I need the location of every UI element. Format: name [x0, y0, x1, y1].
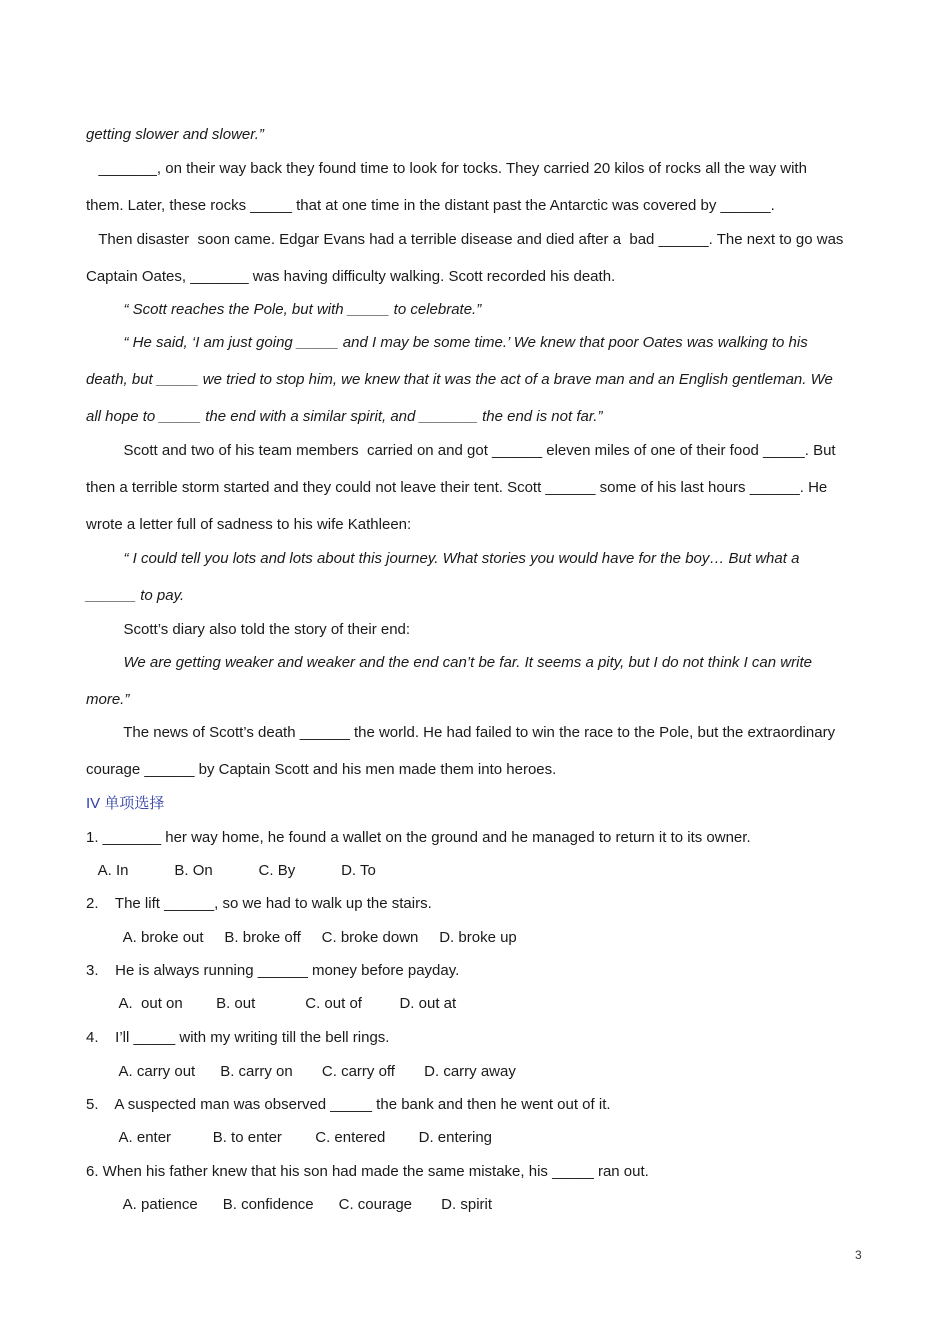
- passage-line: The news of Scott’s death ______ the world. He had failed to win the race to the Pole, but the extraordinary: [86, 724, 836, 741]
- question-5-options: A. enter B. to enter C. entered D. entering: [86, 1129, 493, 1146]
- passage-line: wrote a letter full of sadness to his wife Kathleen:: [86, 516, 412, 533]
- question-4-options: A. carry out B. carry on C. carry off D. carry away: [86, 1063, 516, 1080]
- passage-line: courage ______ by Captain Scott and his men made them into heroes.: [86, 761, 557, 778]
- question-2: 2. The lift ______, so we had to walk up the stairs.: [86, 895, 432, 912]
- passage-line: Then disaster soon came. Edgar Evans had a terrible disease and died after a bad ______. The next to go was: [86, 231, 844, 248]
- passage-line: Scott’s diary also told the story of their end:: [86, 621, 411, 638]
- passage-line: Scott and two of his team members carried on and got ______ eleven miles of one of their food _____. But: [86, 442, 836, 459]
- passage-line: “ He said, ‘I am just going _____ and I may be some time.’ We knew that poor Oates was walking to his: [86, 334, 808, 351]
- passage-line: them. Later, these rocks _____ that at one time in the distant past the Antarctic was covered by ______.: [86, 197, 775, 214]
- question-6-options: A. patience B. confidence C. courage D. spirit: [86, 1196, 493, 1213]
- question-3-options: A. out on B. out C. out of D. out at: [86, 995, 457, 1012]
- passage-line: ______ to pay.: [86, 587, 185, 604]
- question-5: 5. A suspected man was observed _____ the bank and then he went out of it.: [86, 1096, 611, 1113]
- passage-line: getting slower and slower.”: [86, 126, 264, 143]
- passage-line: “ I could tell you lots and lots about this journey. What stories you would have for the boy… But what a: [86, 550, 800, 567]
- passage-line: Captain Oates, _______ was having difficulty walking. Scott recorded his death.: [86, 268, 616, 285]
- question-2-options: A. broke out B. broke off C. broke down D. broke up: [86, 929, 517, 946]
- passage-line: more.”: [86, 691, 130, 708]
- page-number: 3: [855, 1248, 862, 1262]
- section-heading: IV 单项选择: [86, 795, 165, 812]
- passage-line: “ Scott reaches the Pole, but with _____ to celebrate.”: [86, 301, 482, 318]
- question-1-options: A. In B. On C. By D. To: [86, 862, 376, 879]
- passage-line: then a terrible storm started and they could not leave their tent. Scott ______ some of his last hours ______. He: [86, 479, 828, 496]
- passage-line: all hope to _____ the end with a similar spirit, and _______ the end is not far.”: [86, 408, 603, 425]
- question-6: 6. When his father knew that his son had made the same mistake, his _____ ran out.: [86, 1163, 649, 1180]
- passage-line: We are getting weaker and weaker and the end can’t be far. It seems a pity, but I do not think I can write: [86, 654, 812, 671]
- passage-line: death, but _____ we tried to stop him, we knew that it was the act of a brave man and an English gentleman. We: [86, 371, 833, 388]
- question-3: 3. He is always running ______ money before payday.: [86, 962, 460, 979]
- question-1: 1. _______ her way home, he found a wallet on the ground and he managed to return it to its owner.: [86, 829, 751, 846]
- question-4: 4. I’ll _____ with my writing till the bell rings.: [86, 1029, 390, 1046]
- passage-line: _______, on their way back they found time to look for tocks. They carried 20 kilos of rocks all the way with: [86, 160, 807, 177]
